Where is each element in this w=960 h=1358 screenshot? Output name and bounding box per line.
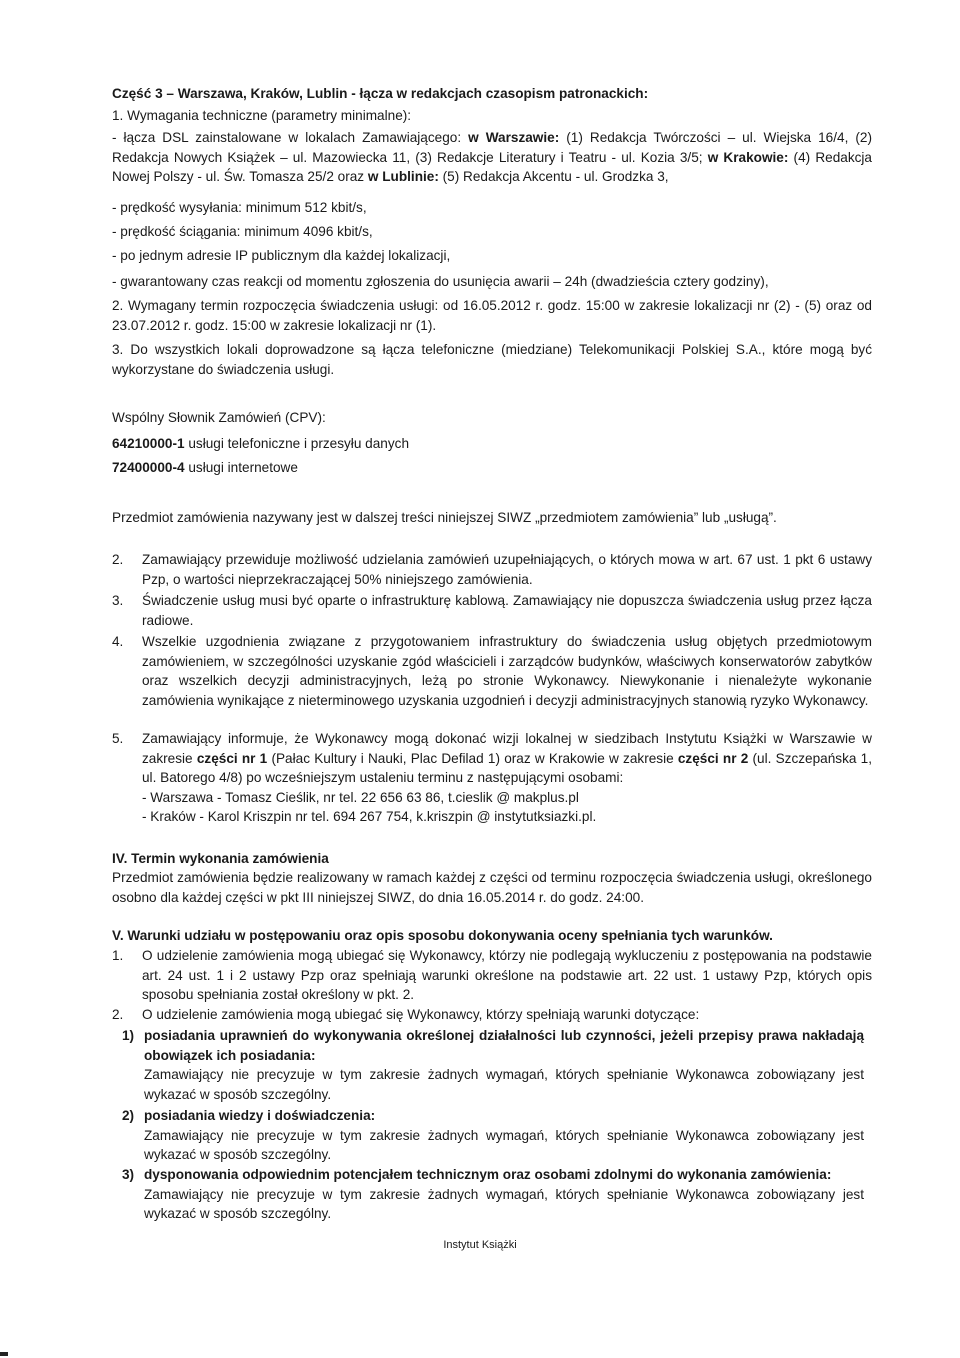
- text-segment: części nr 2: [677, 750, 749, 766]
- text-segment: (1) Redakcja Twórczości – ul. Wiejska 16/4, (2) Redakcja Nowych Książek – ul. Mazowiecka 11, (3) Redakcje Literatury i Teatru - ul. Kozia 3/5;: [112, 130, 872, 165]
- upload-speed: - prędkość wysyłania: minimum 512 kbit/s,: [112, 200, 367, 215]
- list-number: 2.: [112, 1007, 124, 1022]
- list-number: 3.: [112, 593, 124, 608]
- text-segment: (5) Redakcja Akcentu - ul. Grodzka 3,: [438, 169, 669, 184]
- list-item: [112, 1005, 872, 1025]
- text-segment: w Krakowie:: [707, 149, 789, 165]
- text-segment: części nr 1: [196, 750, 268, 766]
- condition-item: [122, 1026, 864, 1104]
- condition-number: 3): [122, 1167, 135, 1182]
- list-number: 1.: [112, 948, 124, 963]
- phone-lines: 3. Do wszystkich lokali doprowadzone są łącza telefoniczne (miedziane) Telekomunikacji Polskiej S.A., które mogą być wykorzystane do świadczenia usługi.: [112, 342, 872, 377]
- condition-title: posiadania uprawnień do wykonywania określonej działalności lub czynności, jeżeli przepisy prawa nakładają obowiązek ich posiadania:: [144, 1028, 864, 1063]
- list-item: [112, 946, 872, 1005]
- download-speed: - prędkość ściągania: minimum 4096 kbit/s,: [112, 224, 373, 239]
- condition-title: dysponowania odpowiednim potencjałem technicznym oraz osobami zdolnymi do wykonania zamówienia:: [144, 1167, 832, 1182]
- condition-title: posiadania wiedzy i doświadczenia:: [144, 1108, 376, 1123]
- cpv-title: Wspólny Słownik Zamówień (CPV):: [112, 410, 326, 425]
- page-footer: Instytut Książki: [443, 1239, 517, 1251]
- text-segment: w Lublinie:: [367, 169, 439, 184]
- contact-krakow: - Kraków - Karol Kriszpin nr tel. 694 267 754, k.kriszpin @ instytutksiazki.pl.: [142, 809, 597, 824]
- cpv-desc: usługi telefoniczne i przesyłu danych: [184, 436, 410, 451]
- scan-mark: [0, 1352, 8, 1356]
- list-text: Zamawiający przewiduje możliwość udzielania zamówień uzupełniających, o których mowa w art. 67 ust. 1 pkt 6 ustawy Pzp, o wartości nieprzekraczającej 50% niniejszego zamówienia.: [142, 552, 872, 587]
- list-item: [112, 591, 872, 630]
- condition-body: Zamawiający nie precyzuje w tym zakresie żadnych wymagań, których spełnianie Wykonawca zobowiązany jest wykazać w sposób szczególny.: [144, 1186, 864, 1221]
- dsl-locations: [112, 128, 872, 187]
- cpv-code-2: [112, 458, 872, 478]
- response-time: - gwarantowany czas reakcji od momentu zgłoszenia do usunięcia awarii – 24h (dwadzieścia cztery godziny),: [112, 274, 769, 289]
- text-segment: w Warszawie:: [468, 130, 560, 145]
- list-text: O udzielenie zamówienia mogą ubiegać się Wykonawcy, którzy spełniają warunki dotyczące:: [142, 1007, 700, 1022]
- subject-definition: Przedmiot zamówienia nazywany jest w dalszej treści niniejszej SIWZ „przedmiotem zamówienia” lub „usługą”.: [112, 510, 777, 525]
- condition-body: Zamawiający nie precyzuje w tym zakresie żadnych wymagań, których spełnianie Wykonawca zobowiązany jest wykazać w sposób szczególny.: [144, 1127, 864, 1162]
- condition-item: [122, 1165, 864, 1224]
- list-item: [112, 550, 872, 589]
- condition-number: 2): [122, 1108, 135, 1123]
- condition-number: 1): [122, 1028, 135, 1043]
- list-number: 4.: [112, 634, 124, 649]
- start-term: 2. Wymagany termin rozpoczęcia świadczenia usługi: od 16.05.2012 r. godz. 15:00 w zakresie lokalizacji nr (2) - (5) oraz od 23.07.2012 r. godz. 15:00 w zakresie lokalizacji nr (1).: [112, 298, 872, 333]
- public-ip: - po jednym adresie IP publicznym dla każdej lokalizacji,: [112, 248, 451, 263]
- list-text: O udzielenie zamówienia mogą ubiegać się Wykonawcy, którzy nie podlegają wykluczeniu z postępowania na podstawie art. 24 ust. 1 i 2 ustawy Pzp oraz spełniają warunki określone na podstawie art. 22 ust. 1 ustawy Pzp, których opis sposobu spełniania został określony w pkt. 2.: [142, 948, 872, 1002]
- text-segment: - łącza DSL zainstalowane w lokalach Zamawiającego:: [112, 130, 469, 145]
- list-number: 5.: [112, 731, 124, 746]
- list-number: 2.: [112, 552, 124, 567]
- section-iv-title: IV. Termin wykonania zamówienia: [112, 851, 329, 866]
- cpv-code-1: [112, 434, 872, 454]
- list-item-site-visit: [112, 729, 872, 827]
- cpv-code: 64210000-1: [112, 436, 185, 451]
- text-segment: Zamawiający informuje, że Wykonawcy mogą dokonać wizji lokalnej w siedzibach Instytutu Książki w Warszawie w zakresie: [142, 731, 872, 766]
- list-text: Świadczenie usług musi być oparte o infrastrukturę kablową. Zamawiający nie dopuszcza świadczenia usług przez łącza radiowe.: [142, 593, 872, 628]
- part3-heading: Część 3 – Warszawa, Kraków, Lublin - łącza w redakcjach czasopism patronackich:: [112, 86, 649, 101]
- text-segment: (Pałac Kultury i Nauki, Plac Defilad 1) oraz w Krakowie w zakresie: [267, 750, 678, 766]
- list-item: [112, 632, 872, 710]
- text-segment: (4) Redakcja Nowej Polszy - ul. Św. Tomasza 25/2 oraz: [112, 149, 872, 184]
- contact-warszawa: - Warszawa - Tomasz Cieślik, nr tel. 22 656 63 86, t.cieslik @ makplus.pl: [142, 789, 579, 805]
- cpv-desc: usługi internetowe: [184, 460, 298, 475]
- condition-item: [122, 1106, 864, 1165]
- cpv-code: 72400000-4: [112, 460, 185, 475]
- requirements-title: 1. Wymagania techniczne (parametry minimalne):: [112, 108, 412, 123]
- list-text: [142, 729, 872, 788]
- section-iv-text: Przedmiot zamówienia będzie realizowany w ramach każdej z części od terminu rozpoczęcia świadczenia usługi, określonego osobno dla każdej części w pkt III niniejszej SIWZ, do dnia 16.05.2014 r. do godz. 24:00.: [112, 870, 872, 905]
- list-text: Wszelkie uzgodnienia związane z przygotowaniem infrastruktury do świadczenia usług objętych przedmiotowym zamówieniem, w szczególności uzyskanie zgód właścicieli i zarządców budynków, właściwych konserwatorów zabytków oraz wszelkich decyzji administracyjnych, leżą po stronie Wykonawcy. Niewykonanie i nienależyte wykonanie zamówienia wynikające z nieterminowego uzyskania uzgodnień i decyzji administracyjnych stanowią ryzyko Wykonawcy.: [142, 634, 872, 708]
- text-segment: (ul. Szczepańska 1, ul. Batorego 4/8) po wcześniejszym ustaleniu terminu z następującymi osobami:: [142, 750, 872, 785]
- section-v-title: V. Warunki udziału w postępowaniu oraz opis sposobu dokonywania oceny spełniania tych warunków.: [112, 928, 773, 943]
- condition-body: Zamawiający nie precyzuje w tym zakresie żadnych wymagań, których spełnianie Wykonawca zobowiązany jest wykazać w sposób szczególny.: [144, 1067, 864, 1102]
